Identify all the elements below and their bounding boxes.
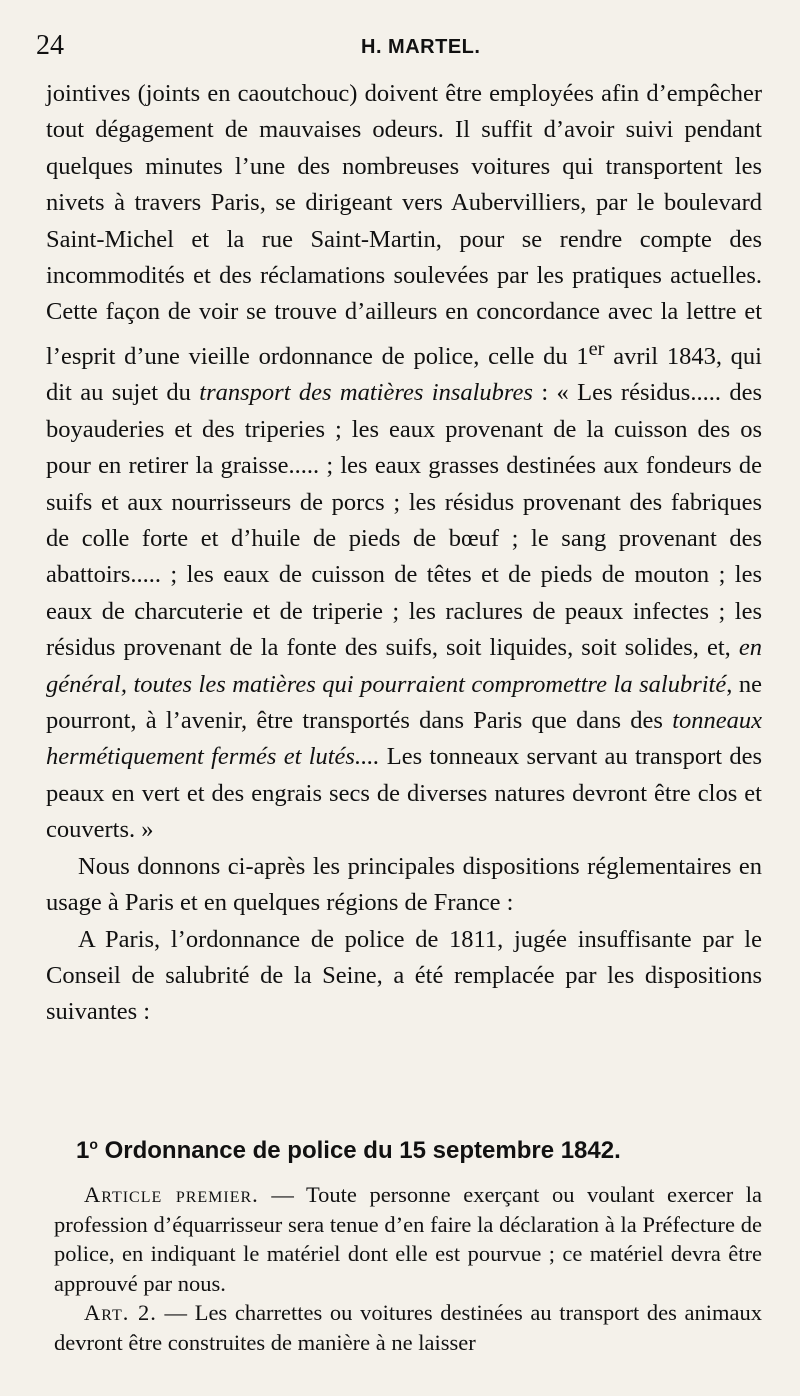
article-1 bbox=[54, 1180, 762, 1298]
heading-text: Ordonnance de police du 15 septembre 1842. bbox=[97, 1137, 621, 1164]
article-2-text: — Les charrettes ou voitures destinées au transport des animaux devront être construites de manière à ne laisser bbox=[54, 1300, 762, 1355]
articles bbox=[54, 1180, 762, 1357]
article-1-text: — Toute personne exerçant ou voulant exercer la profession d’équarrisseur sera tenue d’en faire la déclaration à la Préfecture de police, en indiquant le matériel dont elle est pourvue ; ce matériel devra être approuvé par nous. bbox=[54, 1182, 762, 1296]
page-header bbox=[36, 30, 764, 70]
text-run: A Paris, l’ordonnance de police de 1811, jugée insuffisante par le Conseil de salubrité de la Seine, a été remplacée par les dispositions suivantes : bbox=[46, 925, 762, 1026]
text-run: : « Les résidus..... des boyauderies et des triperies ; les eaux provenant de la cuisson des os pour en retirer la graisse..... ; les eaux grasses destinées aux fondeurs de suifs et aux nourrisseurs de porcs ; les résidus provenant des fabriques de colle forte et d’huile de pieds de bœuf ; le sang provenant des abattoirs..... ; les eaux de cuisson de têtes et de pieds de mouton ; les eaux de charcuterie et de triperie ; les raclures de peaux infectes ; les résidus provenant de la fonte des suifs, soit liquides, soit solides, et, bbox=[46, 379, 762, 662]
paragraph-paris-ordinance bbox=[46, 922, 762, 1031]
article-2-label: Art. 2. bbox=[84, 1300, 157, 1325]
heading-number: 1 bbox=[76, 1137, 90, 1164]
text-run: Nous donnons ci-après les principales dispositions réglementaires en usage à Paris et en quelques régions de France : bbox=[46, 852, 762, 917]
article-1-label: Article premier. bbox=[84, 1182, 259, 1207]
heading-degree: o bbox=[89, 1136, 98, 1152]
italic-text: tonneaux hermétiquement fermés et lutés.... bbox=[46, 707, 762, 771]
superscript-text: er bbox=[588, 337, 605, 360]
page-number: 24 bbox=[36, 30, 64, 61]
running-head: H. MARTEL. bbox=[361, 36, 481, 58]
body-text bbox=[46, 76, 762, 1031]
text-run: Les tonneaux servant au transport des peaux en vert et des engrais secs de diverses natures devront être clos et couverts. » bbox=[46, 743, 762, 844]
italic-text: transport des matières insalubres bbox=[199, 379, 533, 407]
section-heading bbox=[76, 1136, 766, 1165]
text-run: jointives (joints en caoutchouc) doivent être employées afin d’empêcher tout dégagement de mauvaises odeurs. Il suffit d’avoir suivi pendant quelques minutes l’une des nombreuses voitures qui transportent les nivets à travers Paris, se dirigeant vers Aubervilliers, par le boulevard Saint-Michel et la rue Saint-Martin, pour se rendre compte des incommodités et des réclamations soulevées par les pratiques actuelles. Cette façon de voir se trouve d’ailleurs en concordance avec la lettre et l’esprit d’une vieille ordonnance de police, celle du 1 bbox=[46, 80, 762, 370]
paragraph-ordinance-quote bbox=[46, 76, 762, 849]
text-run: , ne pourront, à l’avenir, être transportés dans Paris que dans des bbox=[46, 670, 763, 735]
paragraph-introduction bbox=[46, 849, 762, 922]
text-run: avril 1843, qui dit au sujet du bbox=[46, 343, 762, 407]
article-2 bbox=[54, 1298, 762, 1357]
italic-text: en général, toutes les matières qui pourraient compromettre la salubrité bbox=[46, 634, 762, 698]
